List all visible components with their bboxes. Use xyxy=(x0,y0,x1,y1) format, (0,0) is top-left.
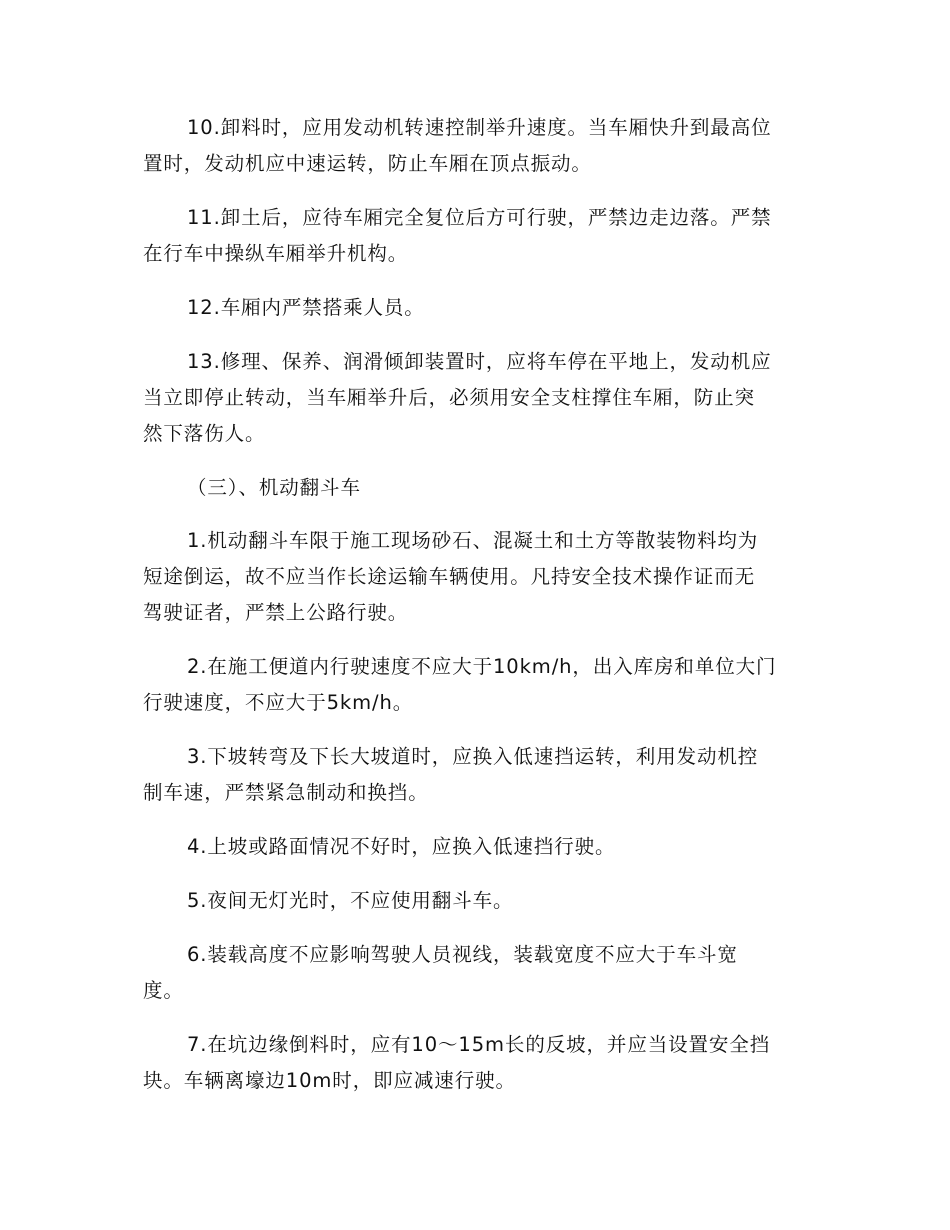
paragraph-13-line-2: 当立即停止转动，当车厢举升后，必须用安全支柱撑住车厢，防止突 xyxy=(143,386,756,409)
item-5-line-1: 5.夜间无灯光时，不应使用翻斗车。 xyxy=(187,889,514,912)
paragraph-10-line-2: 置时，发动机应中速运转，防止车厢在顶点振动。 xyxy=(143,152,592,175)
item-7-line-2: 块。车辆离壕边10m时，即应减速行驶。 xyxy=(143,1069,516,1092)
item-2-line-2: 行驶速度，不应大于5km/h。 xyxy=(143,691,414,714)
item-6-line-2: 度。 xyxy=(143,979,184,1002)
paragraph-13-line-3: 然下落伤人。 xyxy=(143,422,266,445)
item-1-line-1: 1.机动翻斗车限于施工现场砂石、混凝土和土方等散装物料均为 xyxy=(187,529,759,552)
paragraph-13-line-1: 13.修理、保养、润滑倾卸装置时，应将车停在平地上，发动机应 xyxy=(187,350,772,373)
item-3-line-2: 制车速，严禁紧急制动和换挡。 xyxy=(143,781,429,804)
item-4-line-1: 4.上坡或路面情况不好时，应换入低速挡行驶。 xyxy=(187,835,616,858)
item-7-line-1: 7.在坑边缘倒料时，应有10～15m长的反坡，并应当设置安全挡 xyxy=(187,1033,771,1056)
section-heading: （三）、机动翻斗车 xyxy=(187,476,361,499)
paragraph-12-line-1: 12.车厢内严禁搭乘人员。 xyxy=(187,296,425,319)
paragraph-11-line-1: 11.卸土后，应待车厢完全复位后方可行驶，严禁边走边落。严禁 xyxy=(187,206,772,229)
item-1-line-2: 短途倒运，故不应当作长途运输车辆使用。凡持安全技术操作证而无 xyxy=(143,565,756,588)
paragraph-10-line-1: 10.卸料时，应用发动机转速控制举升速度。当车厢快升到最高位 xyxy=(187,116,772,139)
item-2-line-1: 2.在施工便道内行驶速度不应大于10km/h，出入库房和单位大门 xyxy=(187,655,777,678)
item-6-line-1: 6.装载高度不应影响驾驶人员视线，装载宽度不应大于车斗宽 xyxy=(187,943,738,966)
paragraph-11-line-2: 在行车中操纵车厢举升机构。 xyxy=(143,242,409,265)
item-3-line-1: 3.下坡转弯及下长大坡道时，应换入低速挡运转，利用发动机控 xyxy=(187,745,759,768)
item-1-line-3: 驾驶证者，严禁上公路行驶。 xyxy=(143,601,409,624)
